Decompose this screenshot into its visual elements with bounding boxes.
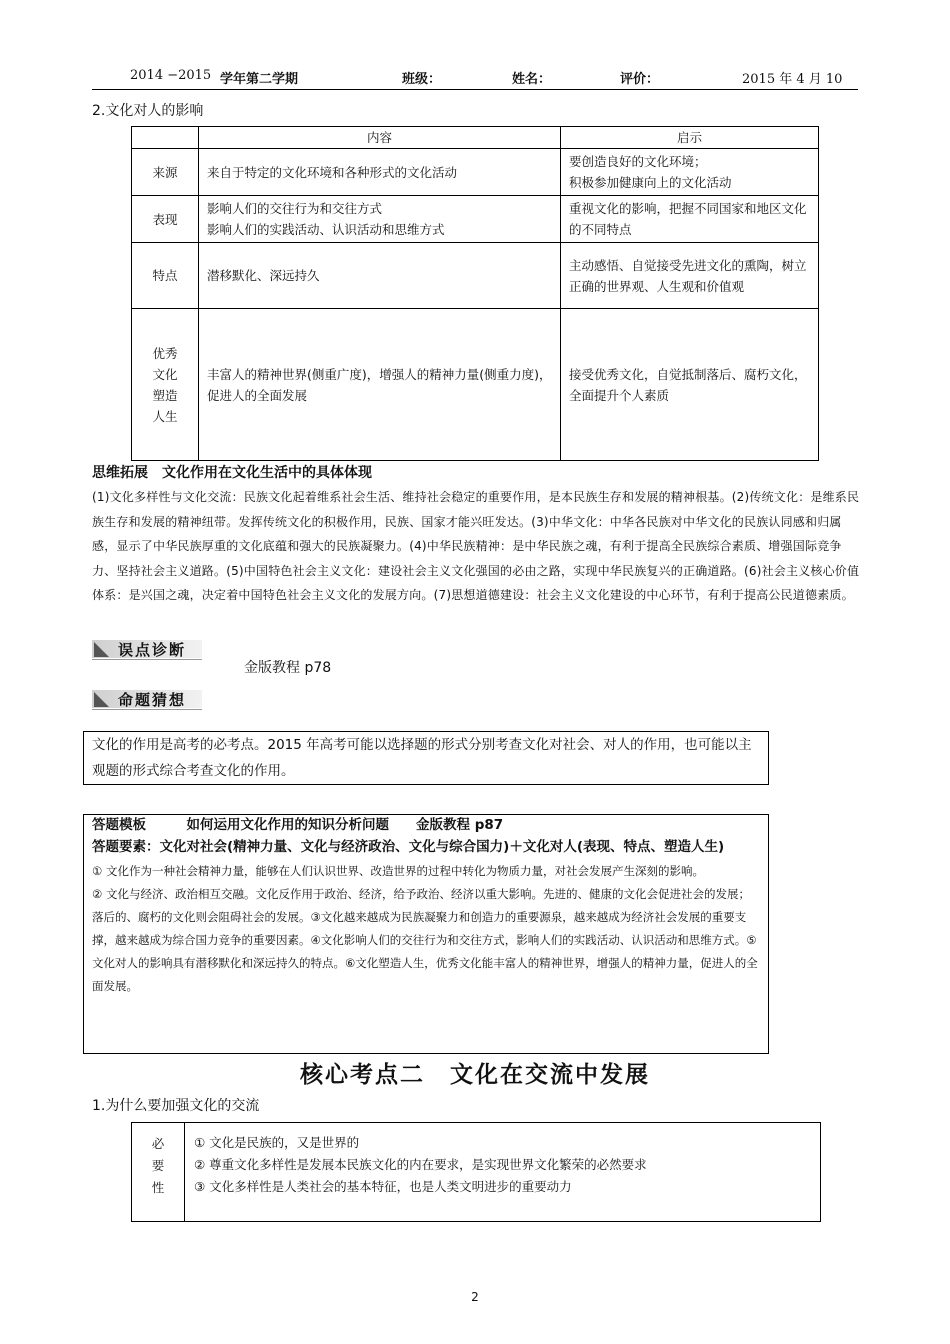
table-header-insight: 启示: [561, 127, 819, 149]
template-title: 答题模板 如何运用文化作用的知识分析问题 金版教程 p87: [92, 817, 504, 833]
row-content: 丰富人的精神世界(侧重广度)，增强人的精神力量(侧重力度)，促进人的全面发展: [199, 309, 561, 461]
thinking-title: 思维拓展 文化作用在文化生活中的具体体现: [92, 465, 372, 481]
subsection-title: 1.为什么要加强文化的交流: [92, 1098, 260, 1114]
table-row: [132, 149, 819, 196]
row-content: 影响人们的交往行为和交往方式 影响人们的实践活动、认识活动和思维方式: [199, 196, 561, 243]
page-number: 2: [471, 1290, 479, 1304]
header-rule: [92, 89, 858, 90]
row-content: 潜移默化、深远持久: [199, 243, 561, 309]
triangle-icon: [94, 692, 109, 707]
header-class-label: 班级：: [402, 72, 442, 87]
necessity-items: [194, 1132, 647, 1198]
template-point-2: ② 文化与经济、政治相互交融。文化反作用于政治、经济，给予政治、经济以重大影响。先进的、健康的文化会促进社会的发展；落后的、腐朽的文化则会阻碍社会的发展。③文化越来越成为民族凝聚力和创造力的重要源泉，越来越成为经济社会发展的重要支撑，越来越成为综合国力竞争的重要因素。④文化影响人们的交往行为和交往方式，影响人们的实践活动、认识活动和思维方式。⑤文化对人的影响具有潜移默化和深远持久的特点。⑥文化塑造人生，优秀文化能丰富人的精神世界，增强人的精神力量，促进人的全面发展。: [92, 887, 758, 993]
template-elements: 答题要素：文化对社会(精神力量、文化与经济政治、文化与综合国力)＋文化对人(表现、特点、塑造人生): [92, 839, 725, 855]
row-insight: 接受优秀文化，自觉抵制落后、腐朽文化，全面提升个人素质: [561, 309, 819, 461]
row-key: 表现: [132, 196, 199, 243]
table-header-empty: [132, 127, 199, 149]
prediction-box: 文化的作用是高考的必考点。2015 年高考可能以选择题的形式分别考查文化对社会、对人的作用，也可能以主观题的形式综合考查文化的作用。: [83, 731, 769, 785]
row-content: 来自于特定的文化环境和各种形式的文化活动: [199, 149, 561, 196]
necessity-table: [131, 1122, 821, 1222]
label-text: 命题猜想: [118, 691, 187, 709]
row-key: 优秀 文化 塑造 人生: [132, 309, 199, 461]
prediction-label: [92, 690, 202, 710]
row-insight: 主动感悟、自觉接受先进文化的熏陶，树立正确的世界观、人生观和价值观: [561, 243, 819, 309]
table-row: [132, 196, 819, 243]
thinking-text: (1)文化多样性与文化交流：民族文化起着维系社会生活、维持社会稳定的重要作用，是本民族生存和发展的精神根基。(2)传统文化：是维系民族生存和发展的精神纽带。发挥传统文化的积极作用，民族、国家才能兴旺发达。(3)中华文化：中华各民族对中华文化的民族认同感和归属感，显示了中华民族厚重的文化底蕴和强大的民族凝聚力。(4)中华民族精神：是中华民族之魂，有利于提高全民族综合素质、增强国际竞争力、坚持社会主义道路。(5)中国特色社会主义文化：建设社会主义文化强国的必由之路，实现中华民族复兴的正确道路。(6)社会主义核心价值体系：是兴国之魂，决定着中国特色社会主义文化的发展方向。(7)思想道德建设：社会主义文化建设的中心环节，有利于提高公民道德素质。: [92, 490, 860, 602]
header-eval-label: 评价：: [620, 72, 660, 87]
table-header-row: [132, 127, 819, 149]
triangle-icon: [94, 642, 109, 657]
page-header: [92, 68, 858, 88]
row-key: 来源: [132, 149, 199, 196]
answer-template-box: [83, 814, 769, 1054]
list-item: ① 文化是民族的，又是世界的: [194, 1135, 360, 1150]
table-row: [132, 243, 819, 309]
list-item: ③ 文化多样性是人类社会的基本特征，也是人类文明进步的重要动力: [194, 1179, 572, 1194]
table-row: [132, 309, 819, 461]
row-insight: 要创造良好的文化环境； 积极参加健康向上的文化活动: [561, 149, 819, 196]
label-underline: [92, 709, 202, 710]
core-point-title: 核心考点二 文化在交流中发展: [300, 1062, 650, 1088]
list-item: ② 尊重文化多样性是发展本民族文化的内在要求，是实现世界文化繁荣的必然要求: [194, 1157, 647, 1172]
header-term: 学年第二学期: [220, 72, 299, 87]
label-text: 误点诊断: [118, 641, 187, 659]
row-key: 特点: [132, 243, 199, 309]
error-diagnosis-ref: 金版教程 p78: [244, 660, 332, 676]
header-date: 2015 年 4 月 10: [742, 72, 843, 87]
error-diagnosis-label: [92, 640, 202, 660]
template-point-1: ① 文化作为一种社会精神力量，能够在人们认识世界、改造世界的过程中转化为物质力量，对社会发展产生深刻的影响。: [92, 864, 704, 878]
header-year: 2014 −2015: [130, 68, 212, 83]
row-insight: 重视文化的影响，把握不同国家和地区文化的不同特点: [561, 196, 819, 243]
table-header-content: 内容: [199, 127, 561, 149]
label-underline: [92, 659, 202, 660]
necessity-label: 必 要 性: [132, 1123, 185, 1221]
header-name-label: 姓名：: [512, 72, 552, 87]
culture-influence-table: [131, 126, 819, 461]
section-title: 2.文化对人的影响: [92, 103, 204, 119]
